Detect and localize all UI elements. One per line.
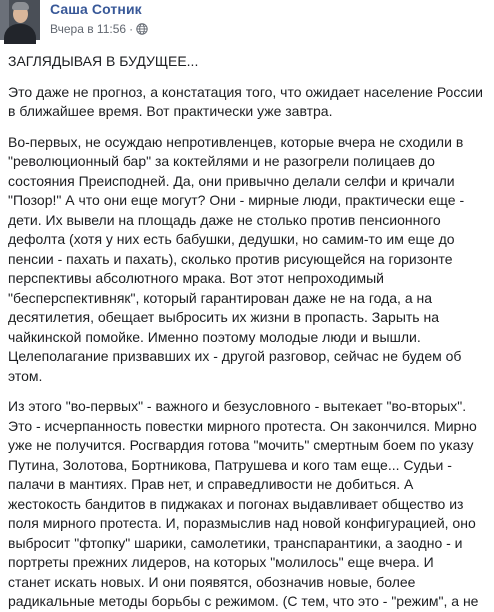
post-line: Путина, Золотова, Бортникова, Патрушева и кого там еще... Судьи - bbox=[8, 456, 452, 473]
post-line: станет искать новых. И они появятся, обозначив новые, более bbox=[8, 573, 416, 590]
post-paragraph bbox=[8, 133, 490, 387]
meta-separator: · bbox=[129, 21, 134, 36]
post-line: перспективы абсолютного мрака. Вот этот непроходимый bbox=[8, 270, 384, 286]
post-line: "бесперспективняк", который гарантирован даже не на года, а на bbox=[8, 289, 433, 306]
post-line: дети. Их вывели на площадь даже не столько против пенсионного bbox=[8, 211, 441, 228]
post-line: десятилетия, обещает выбросить их жизни в пропасть. Зарыть на bbox=[8, 309, 440, 325]
post-paragraph bbox=[8, 83, 490, 122]
post-line: "революционный бар" за коктейлями и не разогрели полицаев до bbox=[8, 153, 435, 169]
avatar-shoulders bbox=[4, 24, 36, 44]
post-line: Из этого "во-первых" - важного и безусловного - вытекает "во-вторых". bbox=[8, 398, 467, 414]
post-line: Это - исчерпанность повестки мирного протеста. Он закончился. Мирно bbox=[8, 417, 477, 434]
post-line: портреты прежних лидеров, на которых "молилось" еще вчера. И bbox=[8, 554, 434, 570]
post-line: Целеполагание призвавших их - другой разговор, сейчас не будем об bbox=[8, 348, 462, 364]
post-paragraph bbox=[8, 397, 490, 612]
author-name-link[interactable]: Саша Сотник bbox=[50, 1, 142, 17]
post-line: Это даже не прогноз, а констатация того, что ожидает население России bbox=[8, 83, 483, 100]
post-line: ЗАГЛЯДЫВАЯ В БУДУЩЕЕ... bbox=[8, 53, 199, 69]
post-line: радикальные методы борьбы с режимом. (С тем, что это - "режим", а не bbox=[8, 593, 479, 609]
post-line: палачи в мантиях. Прав нет, и справедливости не добиться. А bbox=[8, 476, 414, 492]
post-body bbox=[8, 52, 490, 612]
avatar-hair bbox=[12, 2, 29, 10]
post-line: в ближайшее время. Вот практически уже завтра. bbox=[8, 103, 333, 119]
post-line: состояния Преисподней. Да, они привычно делали селфи и кричали bbox=[8, 172, 455, 189]
post-line: поля мирного протеста. И, поразмыслив над новой конфигурацией, оно bbox=[8, 515, 476, 531]
globe-icon[interactable] bbox=[136, 23, 148, 35]
post-line: пенсии - пахать и пахать), сколько против рисующейся на горизонте bbox=[8, 250, 453, 267]
author-avatar[interactable] bbox=[0, 0, 40, 40]
post-paragraph bbox=[8, 52, 490, 72]
post-line: жестокость бандитов в пиджаках и погонах выдавливает общество из bbox=[8, 495, 464, 512]
post-line: этом. bbox=[8, 367, 43, 384]
post-line: дефолта (хотя у них есть бабушки, дедушки, но самим-то им еще до bbox=[8, 231, 455, 247]
post-timestamp-link[interactable]: Вчера в 11:56 bbox=[50, 21, 127, 36]
post-line: "Позор!" А что они еще могут? Они - мирные люди, практически еще - bbox=[8, 192, 465, 208]
post-line: Во-первых, не осуждаю непротивленцев, которые вчера не сходили в bbox=[8, 133, 464, 150]
post-header bbox=[0, 0, 494, 40]
post-meta bbox=[50, 21, 148, 35]
post-line: чайкинской помойке. Именно поэтому молодые люди и вышли. bbox=[8, 328, 421, 345]
post-line: уже не получится. Росгвардия готова "мочить" смертным боем по указу bbox=[8, 437, 474, 453]
post-line: выбросит "фтопку" шарики, самолетики, транспарантики, а заодно - и bbox=[8, 534, 463, 551]
